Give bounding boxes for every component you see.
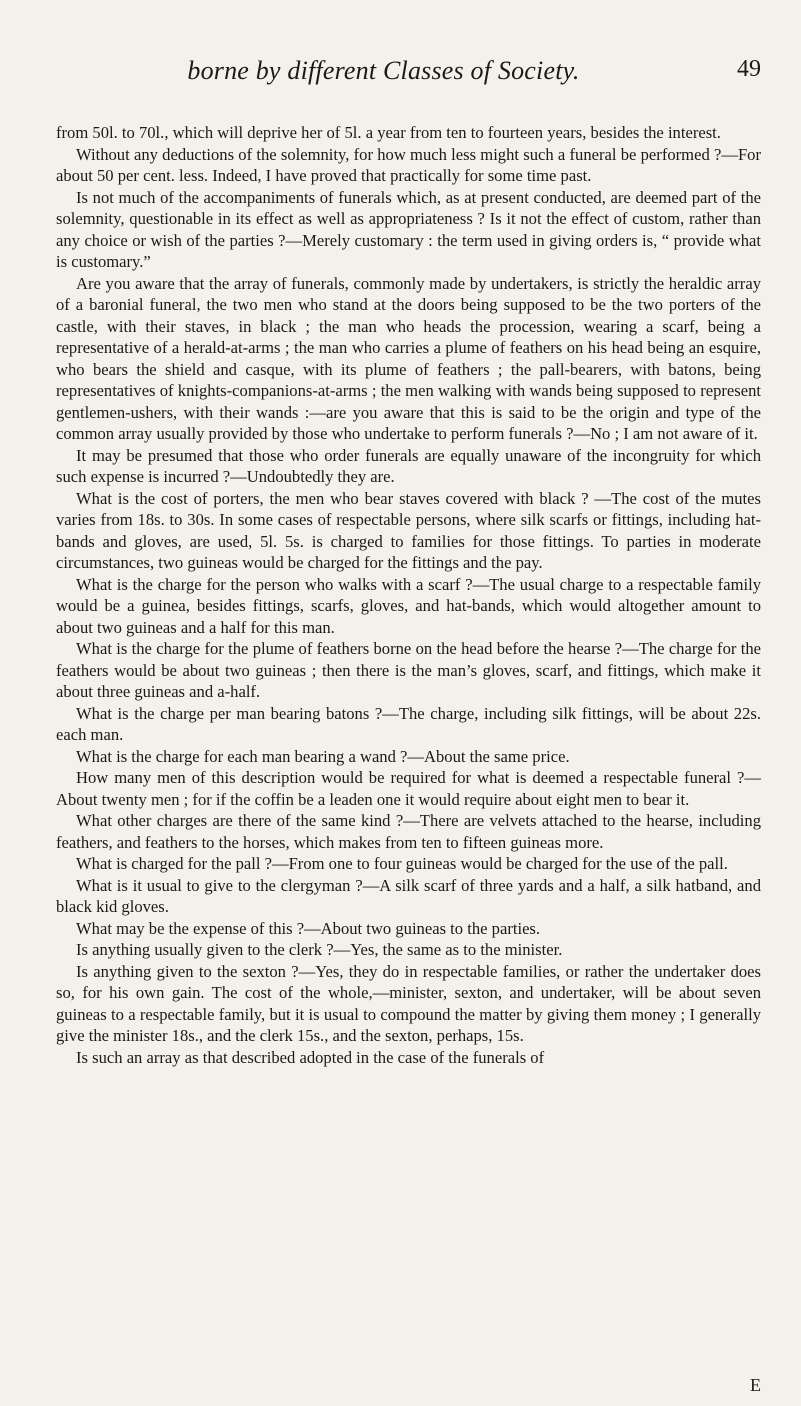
paragraph: What is the charge for the person who walks with a scarf ?—The usual charge to a respectable family would be a guinea, besides fittings, scarfs, gloves, and hat-bands, which would altogether amount to about two guineas and a half for this man. — [56, 574, 761, 637]
paragraph: What is it usual to give to the clergyman ?—A silk scarf of three yards and a half, a silk hatband, and black kid gloves. — [56, 875, 761, 916]
page-number: 49 — [737, 56, 761, 82]
paragraph: How many men of this description would be required for what is deemed a respectable funeral ?—About twenty men ; for if the coffin be a leaden one it would require about eight men to bear it. — [56, 768, 761, 809]
paragraph: It may be presumed that those who order funerals are equally unaware of the incongruity for which such expense is incurred ?—Undoubtedly they are. — [56, 445, 761, 486]
page-header — [56, 52, 761, 94]
paragraph: What is charged for the pall ?—From one to four guineas would be charged for the use of the pall. — [76, 854, 728, 873]
paragraph: Without any deductions of the solemnity, for how much less might such a funeral be performed ?—For about 50 per cent. less. Indeed, I have proved that practically for some time past. — [56, 144, 761, 185]
paragraph: What is the charge for the plume of feathers borne on the head before the hearse ?—The charge for the feathers would be about two guineas ; then there is the man’s gloves, scarf, and fittings, which make it about three guineas and a-half. — [56, 639, 761, 701]
paragraph: Is anything usually given to the clerk ?—Yes, the same as to the minister. — [76, 940, 563, 959]
paragraph: What may be the expense of this ?—About two guineas to the parties. — [76, 918, 541, 938]
paragraph: from 50l. to 70l., which will deprive her of 5l. a year from ten to fourteen years, besides the interest. — [56, 123, 721, 142]
paragraph: Is anything given to the sexton ?—Yes, they do in respectable families, or rather the undertaker does so, for his own gain. The cost of the whole,—minister, sexton, and undertaker, will be about seven guineas to a respectable family, but it is usual to compound the matter by giving them money ; I generally give the minister 18s., and the clerk 15s., and the sexton, perhaps, 15s. — [56, 961, 761, 1045]
paragraph: Is such an array as that described adopted in the case of the funerals of — [76, 1047, 545, 1067]
paragraph: What is the charge for each man bearing a wand ?—About the same price. — [76, 746, 570, 766]
running-head: borne by different Classes of Society. — [187, 56, 580, 85]
paragraph: Is not much of the accompaniments of funerals which, as at present conducted, are deemed part of the solemnity, questionable in its effect as well as appropriateness ? Is it not the effect of custom, rather than any choice or wish of the parties ?—Merely customary : the term used in giving orders is, “ provide what is customary.” — [56, 187, 761, 271]
paragraph: Are you aware that the array of funerals, commonly made by undertakers, is strictly the heraldic array of a baronial funeral, the two men who stand at the doors being supposed to be the two porters of the castle, with their staves, in black ; the man who heads the procession, wearing a scarf, being a representative of a herald-at-arms ; the man who carries a plume of feathers on his head being an esquire, who bears the shield and casque, with its plume of feathers ; the pall-bearers, with batons, being representatives of knights-companions-at-arms ; the men walking with wands being supposed to represent gentlemen-ushers, with their wands :—are you aware that this is said to be the origin and type of the common array usually provided by those who undertake to perform funerals ?—No ; I am not aware of it. — [56, 273, 761, 443]
paragraph: What is the charge per man bearing batons ?—The charge, including silk fittings, will be about 22s. each man. — [56, 703, 761, 744]
paragraph: What is the cost of porters, the men who bear staves covered with black ? —The cost of the mutes varies from 18s. to 30s. In some cases of respectable persons, where silk scarfs or fittings, including hat-bands and gloves, are used, 5l. 5s. is charged to families for those fittings. To parties in moderate circumstances, two guineas would be charged for the fittings and the pay. — [56, 488, 761, 572]
paragraph: What other charges are there of the same kind ?—There are velvets attached to the hearse, including feathers, and feathers to the horses, which makes from ten to fifteen guineas more. — [56, 811, 761, 852]
body-text — [56, 122, 761, 1068]
signature-mark: E — [750, 1375, 761, 1395]
